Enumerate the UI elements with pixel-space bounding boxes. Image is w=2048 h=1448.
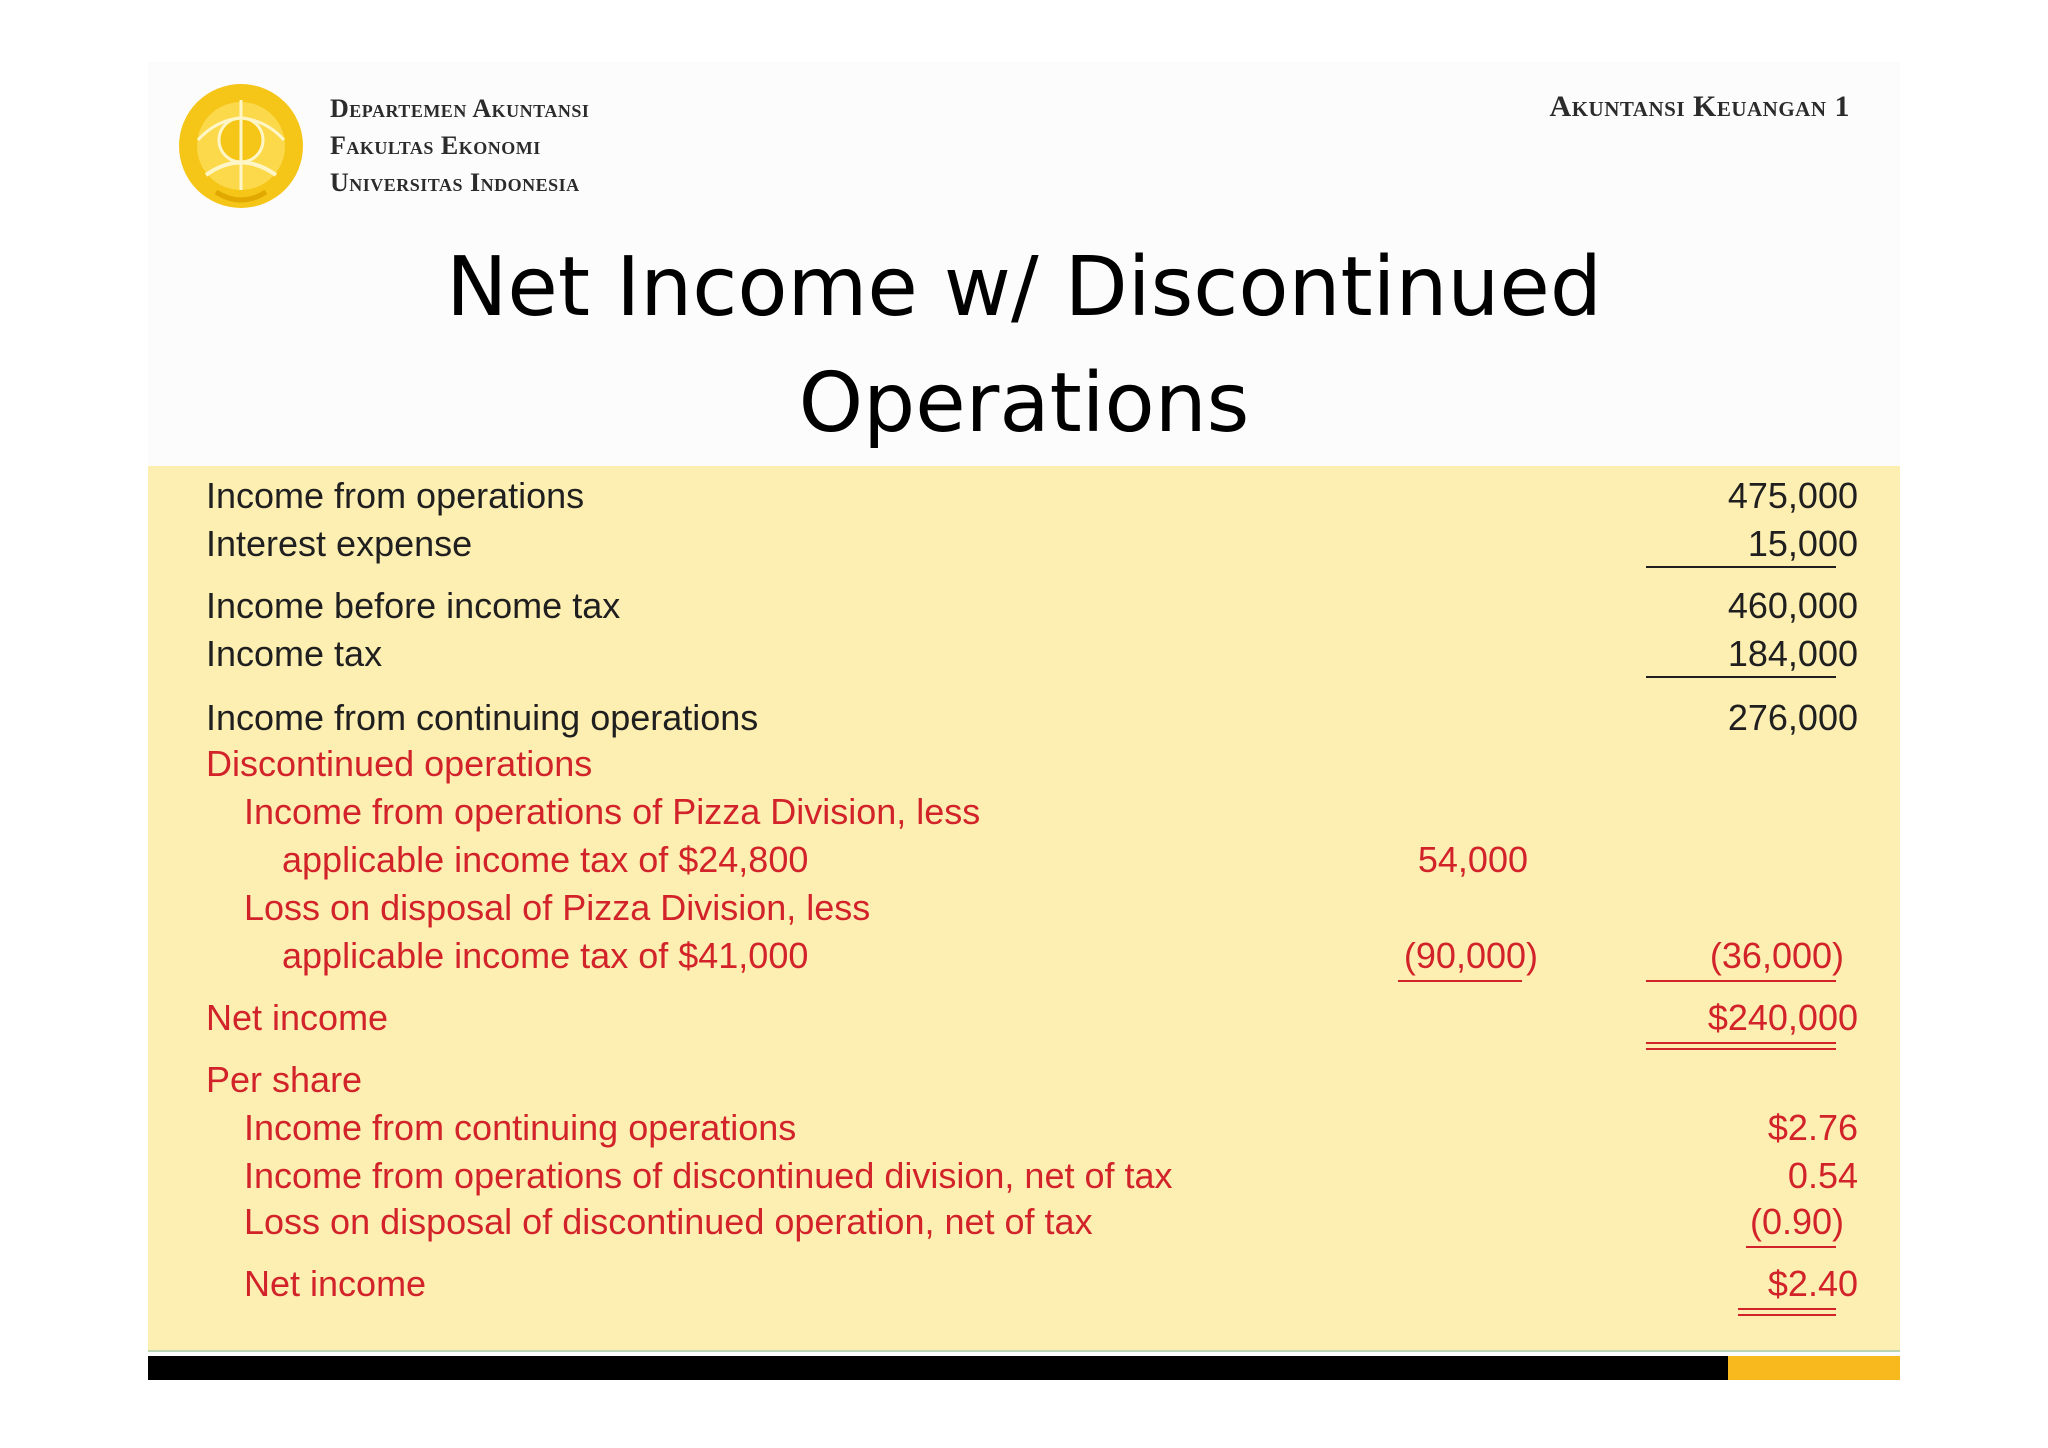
row-label: applicable income tax of $24,800 bbox=[282, 839, 809, 880]
row-label: Income from continuing operations bbox=[244, 1107, 797, 1148]
row-label: Income from operations of Pizza Division, less bbox=[244, 791, 981, 832]
statement-row bbox=[148, 932, 1900, 980]
section-heading: Discontinued operations bbox=[206, 743, 593, 784]
statement-row bbox=[148, 520, 1900, 568]
row-label: Loss on disposal of Pizza Division, less bbox=[244, 887, 871, 928]
department-line: Departemen Akuntansi bbox=[330, 94, 590, 123]
row-value: (90,000) bbox=[1403, 935, 1538, 976]
row-value: 276,000 bbox=[1727, 697, 1858, 738]
statement-row bbox=[148, 994, 1900, 1042]
total-double-rule bbox=[1738, 1314, 1836, 1316]
row-value: (0.90) bbox=[1749, 1201, 1844, 1242]
panel-bottom-line bbox=[148, 1350, 1900, 1352]
row-value: $2.76 bbox=[1767, 1107, 1858, 1148]
row-value: 475,000 bbox=[1727, 475, 1858, 516]
statement-row bbox=[148, 788, 1900, 836]
department-name bbox=[330, 90, 589, 201]
row-value: $240,000 bbox=[1707, 997, 1858, 1038]
statement-row bbox=[148, 1152, 1900, 1200]
row-label: Net income bbox=[206, 997, 389, 1038]
statement-row bbox=[148, 1198, 1900, 1246]
statement-row bbox=[148, 1260, 1900, 1308]
row-value: 15,000 bbox=[1747, 523, 1858, 564]
total-double-rule bbox=[1646, 1048, 1836, 1050]
subtotal-rule bbox=[1646, 566, 1836, 568]
subtotal-rule bbox=[1646, 676, 1836, 678]
income-statement-panel bbox=[148, 466, 1900, 1350]
statement-row bbox=[148, 582, 1900, 630]
statement-row bbox=[148, 740, 1900, 788]
total-double-rule bbox=[1646, 1042, 1836, 1044]
faculty-line: Fakultas Ekonomi bbox=[330, 131, 541, 160]
row-value: $2.40 bbox=[1767, 1263, 1858, 1304]
slide-title bbox=[148, 230, 1900, 462]
row-value: (36,000) bbox=[1709, 935, 1844, 976]
row-label: Loss on disposal of discontinued operation, net of tax bbox=[244, 1201, 1093, 1242]
row-label: Interest expense bbox=[206, 523, 473, 564]
row-value: 54,000 bbox=[1417, 839, 1528, 880]
row-label: Net income bbox=[244, 1263, 427, 1304]
university-seal-logo bbox=[176, 80, 306, 216]
statement-row bbox=[148, 472, 1900, 520]
row-value: 184,000 bbox=[1727, 633, 1858, 674]
title-line-2: Operations bbox=[798, 356, 1250, 451]
statement-row bbox=[148, 836, 1900, 884]
title-line-1: Net Income w/ Discontinued bbox=[446, 240, 1602, 335]
row-label: Income from continuing operations bbox=[206, 697, 759, 738]
statement-row bbox=[148, 884, 1900, 932]
row-value: 460,000 bbox=[1727, 585, 1858, 626]
row-label: Income before income tax bbox=[206, 585, 621, 626]
footer-bar-black bbox=[148, 1356, 1728, 1380]
course-title: Akuntansi Keuangan 1 bbox=[1549, 90, 1850, 123]
statement-row bbox=[148, 1104, 1900, 1152]
section-heading: Per share bbox=[206, 1059, 363, 1100]
subtotal-rule bbox=[1646, 980, 1836, 982]
row-label: applicable income tax of $41,000 bbox=[282, 935, 809, 976]
row-value: 0.54 bbox=[1787, 1155, 1858, 1196]
subtotal-rule bbox=[1398, 980, 1522, 982]
statement-row bbox=[148, 630, 1900, 678]
statement-row bbox=[148, 1056, 1900, 1104]
subtotal-rule bbox=[1746, 1246, 1836, 1248]
row-label: Income from operations bbox=[206, 475, 585, 516]
row-label: Income from operations of discontinued division, net of tax bbox=[244, 1155, 1173, 1196]
row-label: Income tax bbox=[206, 633, 383, 674]
total-double-rule bbox=[1738, 1308, 1836, 1310]
university-line: Universitas Indonesia bbox=[330, 168, 580, 197]
statement-row bbox=[148, 694, 1900, 742]
footer-bar-yellow bbox=[1728, 1356, 1900, 1380]
